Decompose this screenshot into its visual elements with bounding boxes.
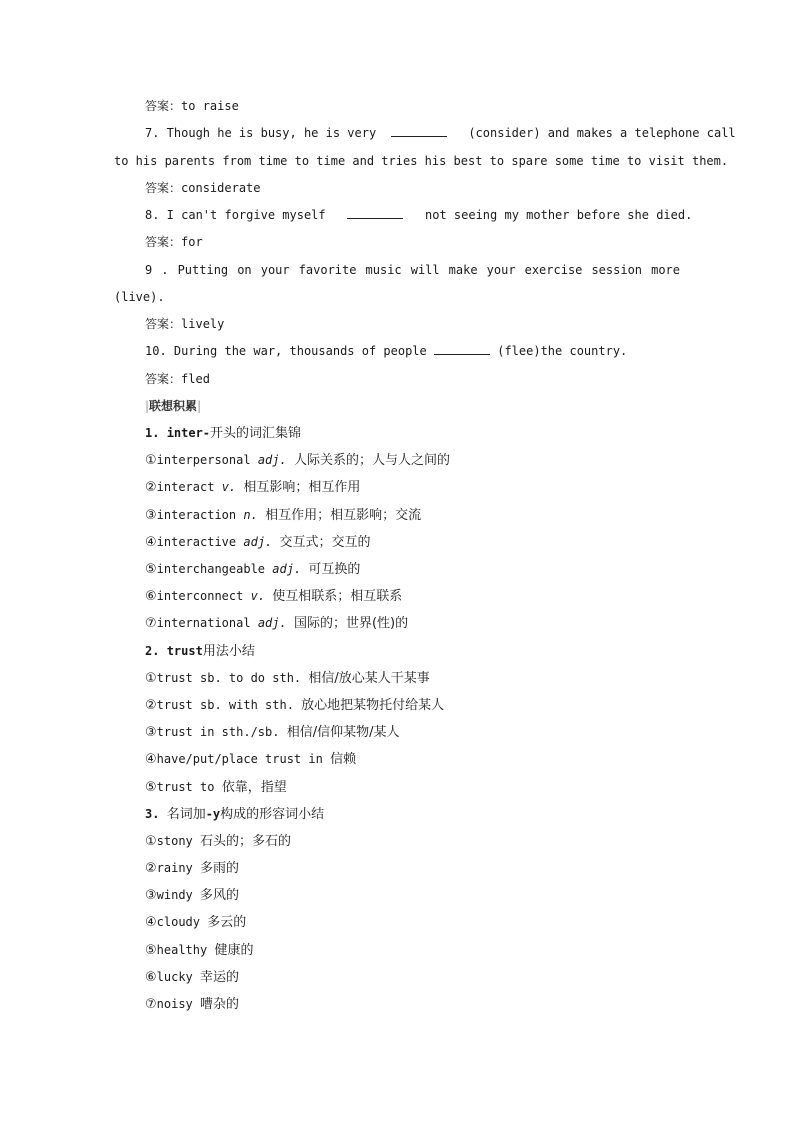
group-3-heading [145, 806, 680, 823]
item-pos: v. [250, 589, 266, 603]
answer-blank[interactable] [391, 125, 447, 137]
answer-label: 答案： [145, 372, 182, 386]
item-word: windy [156, 888, 193, 902]
question-text: 8. I can't forgive myself [145, 208, 326, 222]
item-meaning: 放心地把某物托付给某人 [301, 698, 445, 713]
list-item [145, 887, 680, 904]
heading-word: inter- [166, 426, 211, 440]
heading-text: 名词加 [166, 807, 206, 822]
list-item [145, 996, 680, 1013]
item-word: interchangeable [156, 562, 266, 576]
question-7 [145, 125, 736, 141]
item-phrase: trust in sth./sb. [156, 725, 280, 739]
item-number: ④ [145, 535, 157, 550]
list-item [145, 751, 680, 768]
item-word: healthy [156, 943, 208, 957]
tag-bar-left: | [145, 399, 150, 413]
question-text: (consider) and makes a telephone call [468, 126, 736, 140]
answer-text: considerate [181, 181, 261, 195]
section-tag-text: 联想积累 [149, 399, 198, 413]
answer-6 [145, 98, 680, 114]
heading-text: 构成的形容词小结 [220, 807, 325, 822]
item-word: interconnect [156, 589, 244, 603]
answer-label: 答案： [145, 99, 182, 113]
item-word: interactive [156, 535, 237, 549]
item-number: ② [145, 480, 157, 495]
list-item [145, 615, 680, 632]
item-meaning: 可互换的 [308, 562, 361, 577]
item-phrase: trust sb. with sth. [156, 698, 294, 712]
answer-text: fled [181, 372, 210, 386]
item-pos: adj. [257, 453, 287, 467]
item-meaning: 相互影响；相互作用 [243, 480, 361, 495]
group-1-heading [145, 425, 680, 442]
item-meaning: 石头的；多石的 [200, 834, 292, 849]
item-phrase: trust to [156, 780, 215, 794]
question-text: (flee)the country. [497, 344, 628, 358]
item-number: ⑥ [145, 589, 157, 604]
question-text: not seeing my mother before she died. [425, 208, 693, 222]
list-item [145, 534, 680, 551]
item-word: interact [156, 480, 215, 494]
item-word: stony [156, 834, 193, 848]
question-text: 7. Though he is busy, he is very [145, 126, 377, 140]
item-number: ② [145, 698, 157, 713]
answer-label: 答案： [145, 235, 182, 249]
item-pos: adj. [243, 535, 273, 549]
item-number: ① [145, 453, 157, 468]
item-meaning: 嘈杂的 [200, 997, 240, 1012]
heading-number: 3. [145, 807, 160, 821]
item-number: ⑤ [145, 780, 157, 795]
heading-number: 2. [145, 644, 160, 658]
list-item [145, 860, 680, 877]
item-meaning: 多雨的 [200, 861, 240, 876]
list-item [145, 588, 680, 605]
item-meaning: 依靠，指望 [221, 780, 287, 795]
item-phrase: have/put/place trust in [156, 752, 323, 766]
answer-10 [145, 371, 680, 387]
answer-7 [145, 180, 680, 196]
item-meaning: 人际关系的；人与人之间的 [293, 453, 450, 468]
list-item [145, 561, 680, 578]
question-7-continued: to his parents from time to time and tries his best to spare some time to visit them. [114, 154, 729, 168]
item-word: noisy [156, 997, 193, 1011]
item-word: international [156, 616, 251, 630]
list-item [145, 914, 680, 931]
answer-text: to raise [181, 99, 239, 113]
item-meaning: 相信/放心某人干某事 [308, 671, 430, 686]
question-text: 10. During the war, thousands of people [145, 344, 427, 358]
list-item [145, 724, 680, 741]
item-number: ③ [145, 508, 157, 523]
item-number: ⑦ [145, 616, 157, 631]
list-item [145, 697, 680, 714]
item-number: ② [145, 861, 157, 876]
item-number: ⑤ [145, 562, 157, 577]
heading-number: 1. [145, 426, 160, 440]
answer-label: 答案： [145, 181, 182, 195]
tag-bar-right: | [197, 399, 202, 413]
question-9-continued: (live). [114, 290, 165, 304]
list-item [145, 779, 680, 796]
item-number: ④ [145, 915, 157, 930]
answer-text: lively [181, 317, 225, 331]
list-item [145, 507, 680, 524]
question-10 [145, 343, 680, 359]
item-meaning: 多云的 [207, 915, 247, 930]
item-number: ③ [145, 888, 157, 903]
item-pos: v. [221, 480, 237, 494]
item-word: cloudy [156, 915, 201, 929]
item-meaning: 相互作用；相互影响；交流 [265, 508, 422, 523]
item-pos: adj. [257, 616, 287, 630]
item-meaning: 健康的 [214, 943, 254, 958]
item-word: lucky [156, 970, 193, 984]
answer-blank[interactable] [434, 343, 490, 355]
item-meaning: 幸运的 [200, 970, 240, 985]
item-number: ① [145, 834, 157, 849]
item-number: ① [145, 671, 157, 686]
list-item [145, 479, 680, 496]
list-item [145, 833, 680, 850]
item-word: interaction [156, 508, 237, 522]
answer-blank[interactable] [347, 207, 403, 219]
section-tag [145, 398, 680, 414]
list-item [145, 452, 680, 469]
item-meaning: 相信/信仰某物/某人 [286, 725, 400, 740]
answer-9 [145, 316, 680, 332]
item-meaning: 交互式；交互的 [279, 535, 371, 550]
item-word: rainy [156, 861, 193, 875]
heading-text: 用法小结 [202, 644, 255, 659]
item-number: ⑤ [145, 943, 157, 958]
list-item [145, 670, 680, 687]
list-item [145, 969, 680, 986]
heading-word: -y [205, 807, 221, 821]
item-number: ⑥ [145, 970, 157, 985]
answer-label: 答案： [145, 317, 182, 331]
item-number: ④ [145, 752, 157, 767]
question-8 [145, 207, 693, 223]
item-number: ⑦ [145, 997, 157, 1012]
item-pos: adj. [272, 562, 302, 576]
item-meaning: 使互相联系；相互联系 [272, 589, 403, 604]
question-9: 9 . Putting on your favorite music will make your exercise session more [145, 263, 680, 277]
item-number: ③ [145, 725, 157, 740]
item-word: interpersonal [156, 453, 251, 467]
answer-text: for [181, 235, 203, 249]
list-item [145, 942, 680, 959]
item-phrase: trust sb. to do sth. [156, 671, 302, 685]
heading-text: 开头的词汇集锦 [210, 426, 302, 441]
item-meaning: 国际的；世界(性)的 [293, 616, 409, 631]
heading-word: trust [166, 644, 203, 658]
item-pos: n. [243, 508, 258, 522]
item-meaning: 信赖 [330, 752, 357, 767]
item-meaning: 多风的 [200, 888, 240, 903]
group-2-heading [145, 643, 680, 660]
answer-8 [145, 234, 680, 250]
